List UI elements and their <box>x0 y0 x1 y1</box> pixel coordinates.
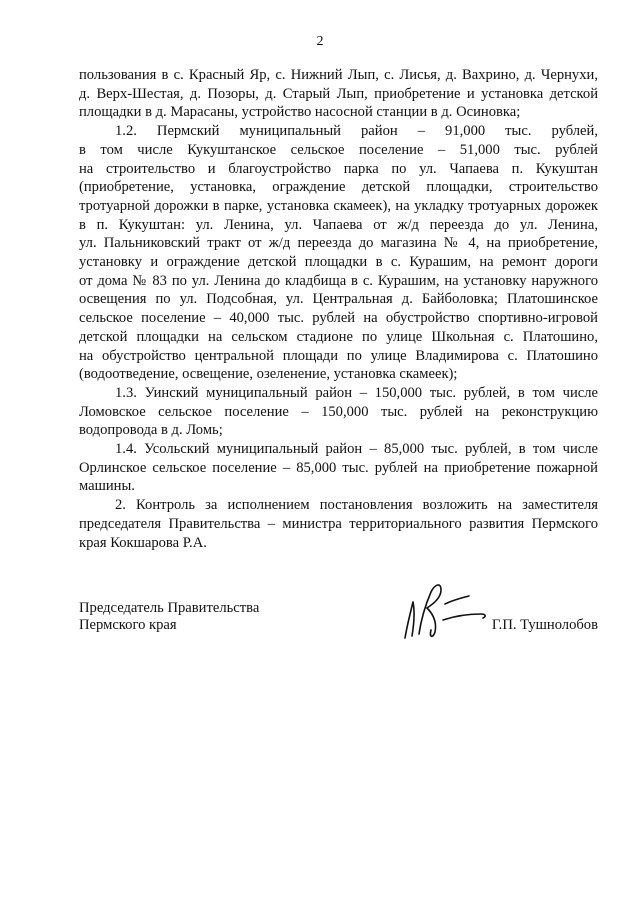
text-line: 1.4. Усольский муниципальный район – 85,000 тыс. рублей, в том числе <box>115 441 598 458</box>
paragraph-1-4 <box>79 440 598 496</box>
signer-position <box>79 600 259 634</box>
text-line: машины. <box>79 478 135 495</box>
text-line: Ломовское сельское поселение – 150,000 тыс. рублей на реконструкцию <box>79 403 598 420</box>
text-line: от дома № 83 по ул. Ленина до кладбища в с. Курашим, на установку наружного <box>79 272 598 289</box>
paragraph-1-3 <box>79 384 598 440</box>
document-body <box>79 66 598 552</box>
text-line: председателя Правительства – министра территориального развития Пермского <box>79 515 598 532</box>
text-line: детской площадки на сельском стадионе по улице Школьная с. Платошино, <box>79 328 598 345</box>
text-line: (водоотведение, освещение, озеленение, установка скамеек); <box>79 366 458 383</box>
text-line: на строительство и благоустройство парка по ул. Чапаева п. Кукуштан <box>79 160 598 177</box>
position-line: Председатель Правительства <box>79 600 260 616</box>
text-line: тротуарной дорожки в парке, установка скамеек), на укладку тротуарных дорожек <box>79 197 598 214</box>
text-line: на обустройство центральной площади по улице Владимирова с. Платошино <box>79 347 598 364</box>
text-line: площадки в д. Марасаны, устройство насосной станции в д. Осиновка; <box>79 104 521 121</box>
text-line: освещения по ул. Подсобная, ул. Центральная д. Байболовка; Платошинское <box>79 291 598 308</box>
position-line: Пермского края <box>79 617 177 633</box>
paragraph-continuation <box>79 66 598 122</box>
text-line: 1.2. Пермский муниципальный район – 91,000 тыс. рублей, <box>115 123 598 140</box>
text-line: (приобретение, установка, ограждение детской площадки, строительство <box>79 179 598 196</box>
paragraph-2 <box>79 496 598 552</box>
text-line: 2. Контроль за исполнением постановления возложить на заместителя <box>115 497 598 514</box>
page-number: 2 <box>316 34 324 49</box>
text-line: в п. Кукуштан: ул. Ленина, ул. Чапаева от ж/д переезда до ул. Ленина, <box>79 216 598 233</box>
handwritten-signature <box>397 574 497 654</box>
text-line: Орлинское сельское поселение – 85,000 тыс. рублей на приобретение пожарной <box>79 459 598 476</box>
signer-name: Г.П. Тушнолобов <box>491 617 598 633</box>
text-line: края Кокшарова Р.А. <box>79 534 207 551</box>
text-line: ул. Пальниковский тракт от ж/д переезда до магазина № 4, на приобретение, <box>79 235 598 252</box>
text-line: установку и ограждение детской площадки в с. Курашим, на ремонт дороги <box>79 254 598 271</box>
text-line: пользования в с. Красный Яр, с. Нижний Лып, с. Лисья, д. Вахрино, д. Чернухи, <box>79 67 598 83</box>
text-line: в том числе Кукуштанское сельское поселение – 51,000 тыс. рублей <box>79 141 598 158</box>
text-line: сельское поселение – 40,000 тыс. рублей на обустройство спортивно-игровой <box>79 310 598 327</box>
text-line: д. Верх-Шестая, д. Позоры, д. Старый Лып, приобретение и установка детской <box>79 85 598 102</box>
paragraph-1-2 <box>79 122 598 384</box>
text-line: 1.3. Уинский муниципальный район – 150,000 тыс. рублей, в том числе <box>115 384 598 401</box>
signature-block <box>79 600 598 640</box>
text-line: водопровода в д. Ломь; <box>79 422 223 439</box>
